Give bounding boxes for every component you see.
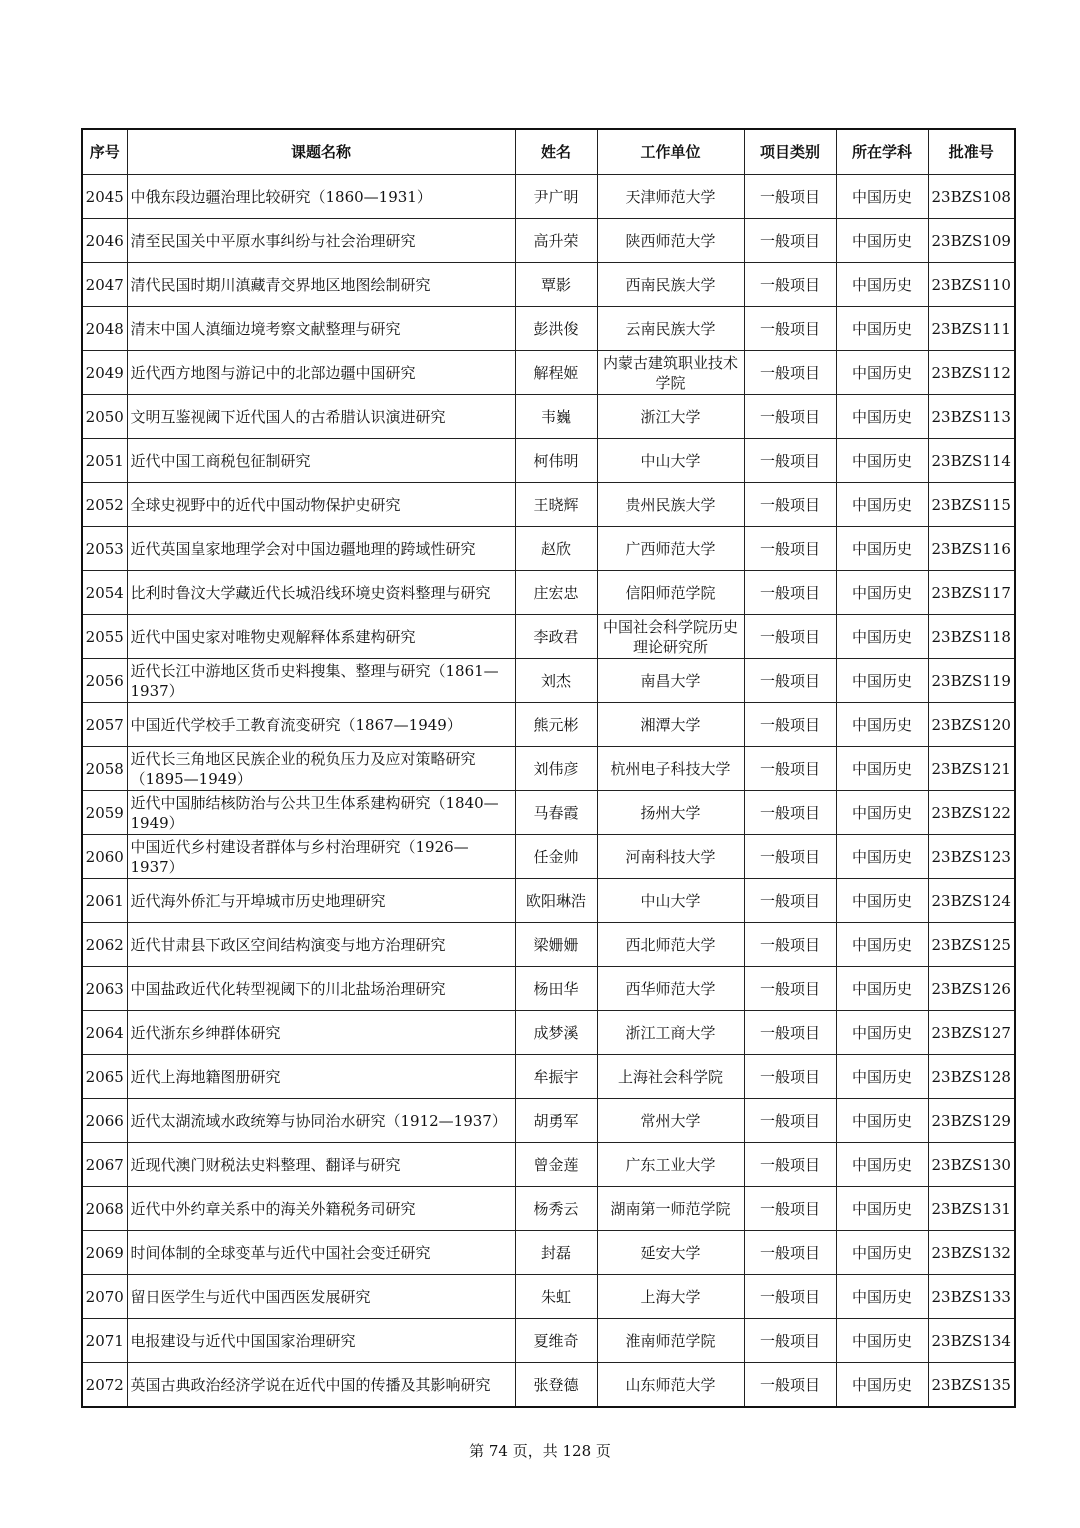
org-cell: 广东工业大学 <box>597 1143 744 1187</box>
table-row <box>82 395 1015 439</box>
table-row <box>82 967 1015 1011</box>
seq-cell: 2060 <box>82 835 127 879</box>
approval-no-cell: 23BZS109 <box>928 219 1015 263</box>
seq-cell: 2063 <box>82 967 127 1011</box>
seq-cell: 2061 <box>82 879 127 923</box>
discipline-cell: 中国历史 <box>836 1275 928 1319</box>
discipline-cell: 中国历史 <box>836 483 928 527</box>
org-cell: 广西师范大学 <box>597 527 744 571</box>
org-cell: 河南科技大学 <box>597 835 744 879</box>
seq-cell: 2065 <box>82 1055 127 1099</box>
table-row <box>82 351 1015 395</box>
title-cell: 近现代澳门财税法史料整理、翻译与研究 <box>127 1143 515 1187</box>
name-cell: 高升荣 <box>515 219 597 263</box>
discipline-cell: 中国历史 <box>836 747 928 791</box>
name-cell: 韦巍 <box>515 395 597 439</box>
org-cell: 湖南第一师范学院 <box>597 1187 744 1231</box>
category-cell: 一般项目 <box>744 571 836 615</box>
name-cell: 曾金莲 <box>515 1143 597 1187</box>
table-row <box>82 1055 1015 1099</box>
table-row <box>82 1231 1015 1275</box>
org-cell: 扬州大学 <box>597 791 744 835</box>
title-cell: 近代上海地籍图册研究 <box>127 1055 515 1099</box>
table-row <box>82 615 1015 659</box>
category-cell: 一般项目 <box>744 175 836 219</box>
approval-no-cell: 23BZS135 <box>928 1363 1015 1408</box>
title-cell: 英国古典政治经济学说在近代中国的传播及其影响研究 <box>127 1363 515 1408</box>
seq-cell: 2049 <box>82 351 127 395</box>
org-cell: 贵州民族大学 <box>597 483 744 527</box>
category-cell: 一般项目 <box>744 1363 836 1408</box>
seq-cell: 2059 <box>82 791 127 835</box>
name-cell: 王晓辉 <box>515 483 597 527</box>
org-cell: 天津师范大学 <box>597 175 744 219</box>
approval-no-cell: 23BZS111 <box>928 307 1015 351</box>
table-header-row <box>82 129 1015 175</box>
name-cell: 覃影 <box>515 263 597 307</box>
seq-cell: 2062 <box>82 923 127 967</box>
header-category: 项目类别 <box>744 129 836 175</box>
table-row <box>82 703 1015 747</box>
table-row <box>82 263 1015 307</box>
seq-cell: 2070 <box>82 1275 127 1319</box>
org-cell: 南昌大学 <box>597 659 744 703</box>
category-cell: 一般项目 <box>744 1187 836 1231</box>
approval-no-cell: 23BZS119 <box>928 659 1015 703</box>
name-cell: 刘杰 <box>515 659 597 703</box>
discipline-cell: 中国历史 <box>836 263 928 307</box>
category-cell: 一般项目 <box>744 351 836 395</box>
name-cell: 赵欣 <box>515 527 597 571</box>
approval-no-cell: 23BZS114 <box>928 439 1015 483</box>
table-row <box>82 175 1015 219</box>
discipline-cell: 中国历史 <box>836 571 928 615</box>
org-cell: 淮南师范学院 <box>597 1319 744 1363</box>
title-cell: 清代民国时期川滇藏青交界地区地图绘制研究 <box>127 263 515 307</box>
discipline-cell: 中国历史 <box>836 703 928 747</box>
approval-no-cell: 23BZS108 <box>928 175 1015 219</box>
discipline-cell: 中国历史 <box>836 615 928 659</box>
category-cell: 一般项目 <box>744 219 836 263</box>
title-cell: 时间体制的全球变革与近代中国社会变迁研究 <box>127 1231 515 1275</box>
org-cell: 中山大学 <box>597 439 744 483</box>
name-cell: 梁姗姗 <box>515 923 597 967</box>
table-row <box>82 1319 1015 1363</box>
title-cell: 全球史视野中的近代中国动物保护史研究 <box>127 483 515 527</box>
title-cell: 比利时鲁汶大学藏近代长城沿线环境史资料整理与研究 <box>127 571 515 615</box>
header-name: 姓名 <box>515 129 597 175</box>
category-cell: 一般项目 <box>744 395 836 439</box>
header-org: 工作单位 <box>597 129 744 175</box>
seq-cell: 2052 <box>82 483 127 527</box>
title-cell: 近代浙东乡绅群体研究 <box>127 1011 515 1055</box>
org-cell: 内蒙古建筑职业技术学院 <box>597 351 744 395</box>
approval-no-cell: 23BZS129 <box>928 1099 1015 1143</box>
title-cell: 清末中国人滇缅边境考察文献整理与研究 <box>127 307 515 351</box>
discipline-cell: 中国历史 <box>836 1011 928 1055</box>
category-cell: 一般项目 <box>744 1099 836 1143</box>
name-cell: 李政君 <box>515 615 597 659</box>
category-cell: 一般项目 <box>744 791 836 835</box>
org-cell: 西华师范大学 <box>597 967 744 1011</box>
table-row <box>82 923 1015 967</box>
discipline-cell: 中国历史 <box>836 923 928 967</box>
header-approval-no: 批准号 <box>928 129 1015 175</box>
title-cell: 近代长江中游地区货币史料搜集、整理与研究（1861—1937） <box>127 659 515 703</box>
org-cell: 浙江大学 <box>597 395 744 439</box>
table-row <box>82 527 1015 571</box>
table-row <box>82 879 1015 923</box>
approval-no-cell: 23BZS130 <box>928 1143 1015 1187</box>
approval-no-cell: 23BZS124 <box>928 879 1015 923</box>
table-row <box>82 835 1015 879</box>
table-row <box>82 791 1015 835</box>
title-cell: 近代太湖流域水政统筹与协同治水研究（1912—1937） <box>127 1099 515 1143</box>
category-cell: 一般项目 <box>744 439 836 483</box>
approval-no-cell: 23BZS122 <box>928 791 1015 835</box>
discipline-cell: 中国历史 <box>836 439 928 483</box>
org-cell: 西南民族大学 <box>597 263 744 307</box>
category-cell: 一般项目 <box>744 967 836 1011</box>
page-footer: 第 74 页，共 128 页 <box>469 1442 611 1460</box>
seq-cell: 2064 <box>82 1011 127 1055</box>
org-cell: 杭州电子科技大学 <box>597 747 744 791</box>
org-cell: 上海大学 <box>597 1275 744 1319</box>
approval-no-cell: 23BZS120 <box>928 703 1015 747</box>
title-cell: 近代西方地图与游记中的北部边疆中国研究 <box>127 351 515 395</box>
name-cell: 朱虹 <box>515 1275 597 1319</box>
discipline-cell: 中国历史 <box>836 175 928 219</box>
approval-no-cell: 23BZS132 <box>928 1231 1015 1275</box>
seq-cell: 2054 <box>82 571 127 615</box>
title-cell: 中俄东段边疆治理比较研究（1860—1931） <box>127 175 515 219</box>
category-cell: 一般项目 <box>744 1319 836 1363</box>
title-cell: 近代中外约章关系中的海关外籍税务司研究 <box>127 1187 515 1231</box>
org-cell: 陕西师范大学 <box>597 219 744 263</box>
discipline-cell: 中国历史 <box>836 835 928 879</box>
table-row <box>82 439 1015 483</box>
org-cell: 常州大学 <box>597 1099 744 1143</box>
category-cell: 一般项目 <box>744 527 836 571</box>
name-cell: 熊元彬 <box>515 703 597 747</box>
table-row <box>82 1143 1015 1187</box>
title-cell: 中国近代学校手工教育流变研究（1867—1949） <box>127 703 515 747</box>
org-cell: 浙江工商大学 <box>597 1011 744 1055</box>
title-cell: 近代英国皇家地理学会对中国边疆地理的跨域性研究 <box>127 527 515 571</box>
name-cell: 马春霞 <box>515 791 597 835</box>
seq-cell: 2067 <box>82 1143 127 1187</box>
discipline-cell: 中国历史 <box>836 1187 928 1231</box>
discipline-cell: 中国历史 <box>836 879 928 923</box>
discipline-cell: 中国历史 <box>836 1099 928 1143</box>
discipline-cell: 中国历史 <box>836 659 928 703</box>
approval-no-cell: 23BZS116 <box>928 527 1015 571</box>
table-row <box>82 1363 1015 1408</box>
name-cell: 杨田华 <box>515 967 597 1011</box>
discipline-cell: 中国历史 <box>836 1231 928 1275</box>
category-cell: 一般项目 <box>744 1275 836 1319</box>
discipline-cell: 中国历史 <box>836 791 928 835</box>
approval-no-cell: 23BZS123 <box>928 835 1015 879</box>
category-cell: 一般项目 <box>744 483 836 527</box>
org-cell: 西北师范大学 <box>597 923 744 967</box>
seq-cell: 2058 <box>82 747 127 791</box>
title-cell: 近代海外侨汇与开埠城市历史地理研究 <box>127 879 515 923</box>
category-cell: 一般项目 <box>744 835 836 879</box>
name-cell: 牟振宇 <box>515 1055 597 1099</box>
approval-no-cell: 23BZS125 <box>928 923 1015 967</box>
name-cell: 刘伟彦 <box>515 747 597 791</box>
category-cell: 一般项目 <box>744 703 836 747</box>
seq-cell: 2072 <box>82 1363 127 1408</box>
table-row <box>82 1099 1015 1143</box>
seq-cell: 2045 <box>82 175 127 219</box>
seq-cell: 2055 <box>82 615 127 659</box>
title-cell: 文明互鉴视阈下近代国人的古希腊认识演进研究 <box>127 395 515 439</box>
name-cell: 庄宏忠 <box>515 571 597 615</box>
table-row <box>82 307 1015 351</box>
discipline-cell: 中国历史 <box>836 1055 928 1099</box>
discipline-cell: 中国历史 <box>836 1319 928 1363</box>
approval-no-cell: 23BZS127 <box>928 1011 1015 1055</box>
title-cell: 近代甘肃县下政区空间结构演变与地方治理研究 <box>127 923 515 967</box>
approval-no-cell: 23BZS117 <box>928 571 1015 615</box>
approval-no-cell: 23BZS112 <box>928 351 1015 395</box>
org-cell: 山东师范大学 <box>597 1363 744 1408</box>
category-cell: 一般项目 <box>744 263 836 307</box>
header-title: 课题名称 <box>127 129 515 175</box>
org-cell: 上海社会科学院 <box>597 1055 744 1099</box>
category-cell: 一般项目 <box>744 879 836 923</box>
name-cell: 夏维奇 <box>515 1319 597 1363</box>
header-discipline: 所在学科 <box>836 129 928 175</box>
approval-no-cell: 23BZS133 <box>928 1275 1015 1319</box>
category-cell: 一般项目 <box>744 1231 836 1275</box>
name-cell: 柯伟明 <box>515 439 597 483</box>
category-cell: 一般项目 <box>744 659 836 703</box>
seq-cell: 2068 <box>82 1187 127 1231</box>
category-cell: 一般项目 <box>744 307 836 351</box>
discipline-cell: 中国历史 <box>836 351 928 395</box>
name-cell: 胡勇军 <box>515 1099 597 1143</box>
name-cell: 杨秀云 <box>515 1187 597 1231</box>
category-cell: 一般项目 <box>744 1143 836 1187</box>
category-cell: 一般项目 <box>744 615 836 659</box>
title-cell: 留日医学生与近代中国西医发展研究 <box>127 1275 515 1319</box>
table-row <box>82 747 1015 791</box>
discipline-cell: 中国历史 <box>836 395 928 439</box>
table-row <box>82 219 1015 263</box>
name-cell: 成梦溪 <box>515 1011 597 1055</box>
seq-cell: 2050 <box>82 395 127 439</box>
org-cell: 信阳师范学院 <box>597 571 744 615</box>
discipline-cell: 中国历史 <box>836 307 928 351</box>
category-cell: 一般项目 <box>744 1011 836 1055</box>
approval-no-cell: 23BZS115 <box>928 483 1015 527</box>
approval-no-cell: 23BZS110 <box>928 263 1015 307</box>
seq-cell: 2066 <box>82 1099 127 1143</box>
org-cell: 延安大学 <box>597 1231 744 1275</box>
category-cell: 一般项目 <box>744 923 836 967</box>
name-cell: 欧阳琳浩 <box>515 879 597 923</box>
title-cell: 中国盐政近代化转型视阈下的川北盐场治理研究 <box>127 967 515 1011</box>
approval-no-cell: 23BZS121 <box>928 747 1015 791</box>
name-cell: 张登德 <box>515 1363 597 1408</box>
project-table <box>81 128 1016 1408</box>
table-row <box>82 571 1015 615</box>
name-cell: 彭洪俊 <box>515 307 597 351</box>
seq-cell: 2069 <box>82 1231 127 1275</box>
category-cell: 一般项目 <box>744 1055 836 1099</box>
name-cell: 封磊 <box>515 1231 597 1275</box>
org-cell: 中山大学 <box>597 879 744 923</box>
table-row <box>82 1011 1015 1055</box>
discipline-cell: 中国历史 <box>836 219 928 263</box>
table-body <box>82 175 1015 1408</box>
table-row <box>82 659 1015 703</box>
discipline-cell: 中国历史 <box>836 1363 928 1408</box>
seq-cell: 2051 <box>82 439 127 483</box>
table-row <box>82 1187 1015 1231</box>
discipline-cell: 中国历史 <box>836 967 928 1011</box>
name-cell: 解程姬 <box>515 351 597 395</box>
seq-cell: 2053 <box>82 527 127 571</box>
table-row <box>82 483 1015 527</box>
org-cell: 中国社会科学院历史理论研究所 <box>597 615 744 659</box>
seq-cell: 2047 <box>82 263 127 307</box>
approval-no-cell: 23BZS113 <box>928 395 1015 439</box>
title-cell: 近代中国肺结核防治与公共卫生体系建构研究（1840—1949） <box>127 791 515 835</box>
title-cell: 清至民国关中平原水事纠纷与社会治理研究 <box>127 219 515 263</box>
seq-cell: 2071 <box>82 1319 127 1363</box>
approval-no-cell: 23BZS131 <box>928 1187 1015 1231</box>
header-seq: 序号 <box>82 129 127 175</box>
seq-cell: 2048 <box>82 307 127 351</box>
discipline-cell: 中国历史 <box>836 1143 928 1187</box>
title-cell: 电报建设与近代中国国家治理研究 <box>127 1319 515 1363</box>
org-cell: 云南民族大学 <box>597 307 744 351</box>
approval-no-cell: 23BZS118 <box>928 615 1015 659</box>
name-cell: 尹广明 <box>515 175 597 219</box>
org-cell: 湘潭大学 <box>597 703 744 747</box>
title-cell: 近代长三角地区民族企业的税负压力及应对策略研究（1895—1949） <box>127 747 515 791</box>
title-cell: 近代中国工商税包征制研究 <box>127 439 515 483</box>
category-cell: 一般项目 <box>744 747 836 791</box>
title-cell: 近代中国史家对唯物史观解释体系建构研究 <box>127 615 515 659</box>
seq-cell: 2056 <box>82 659 127 703</box>
name-cell: 任金帅 <box>515 835 597 879</box>
table-row <box>82 1275 1015 1319</box>
seq-cell: 2046 <box>82 219 127 263</box>
approval-no-cell: 23BZS126 <box>928 967 1015 1011</box>
seq-cell: 2057 <box>82 703 127 747</box>
title-cell: 中国近代乡村建设者群体与乡村治理研究（1926—1937） <box>127 835 515 879</box>
approval-no-cell: 23BZS128 <box>928 1055 1015 1099</box>
approval-no-cell: 23BZS134 <box>928 1319 1015 1363</box>
discipline-cell: 中国历史 <box>836 527 928 571</box>
